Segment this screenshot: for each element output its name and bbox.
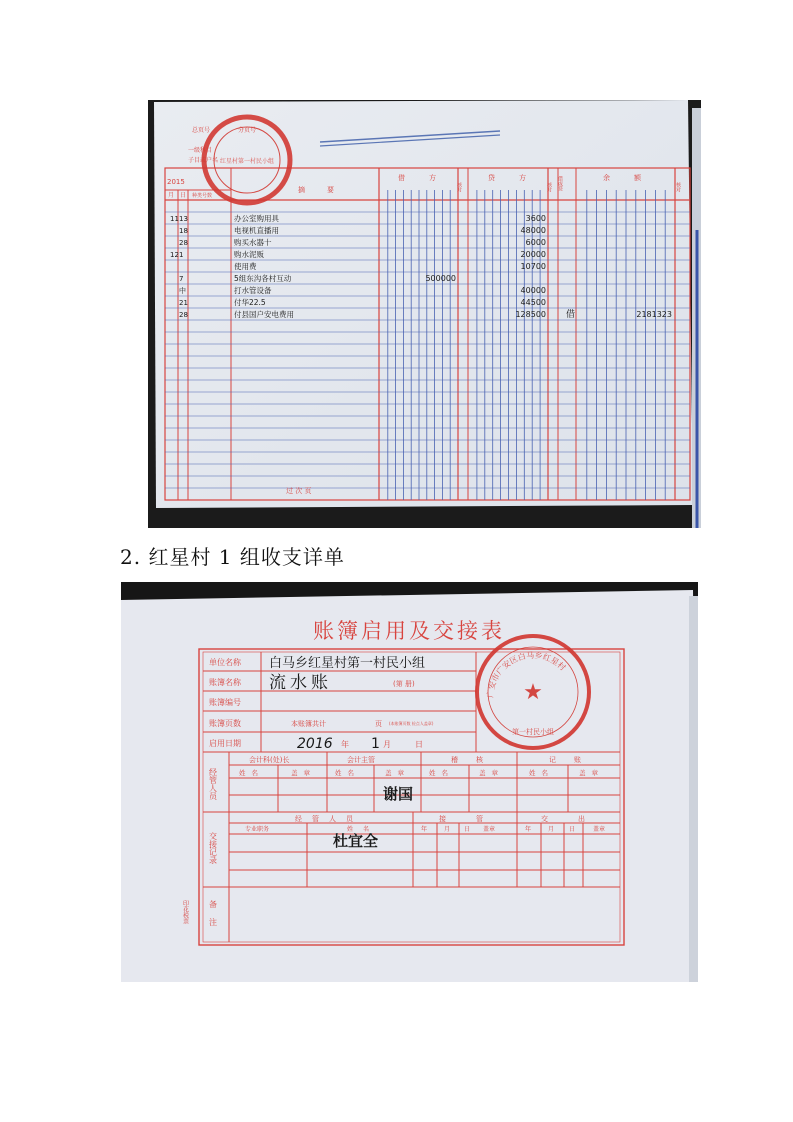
ledger-day: 21 <box>179 299 188 307</box>
hand-takeover: 接管 <box>439 815 513 823</box>
ledger-day: 28 <box>179 311 188 319</box>
handover-signature: 杜宜全 <box>333 832 379 850</box>
book-suffix: (第 册) <box>393 680 415 688</box>
sub-year-1: 年 <box>421 826 428 833</box>
sub-name: 姓名 <box>239 769 264 777</box>
ledger-month: 11 <box>170 215 179 223</box>
col-chief: 会计科(处)长 <box>249 756 290 764</box>
ledger-credit: 10700 <box>520 262 546 271</box>
label-date: 启用日期 <box>209 739 241 748</box>
label-remarks: 备注 <box>208 900 218 936</box>
label-unit: 单位名称 <box>209 658 241 667</box>
value-year: 2016 <box>297 736 333 752</box>
ledger-month: 12 <box>170 251 179 259</box>
pages-unit: 页 <box>375 720 382 728</box>
sub-seal: 盖章 <box>291 769 316 777</box>
sub-month-1: 月 <box>444 826 451 833</box>
ledger-col-check2: 核对 <box>546 182 552 192</box>
pages-text: 本账簿共计 <box>291 720 326 728</box>
value-unit: 白马乡红星村第一村民小组 <box>269 656 426 671</box>
ledger-footer: 过 次 页 <box>286 487 312 495</box>
col-review: 稽核 <box>451 756 501 764</box>
ledger-sheet <box>148 100 701 528</box>
ledger-credit: 3600 <box>525 214 546 223</box>
ledger-col-summary: 摘要 <box>298 186 356 194</box>
sub-year-2: 年 <box>525 826 532 833</box>
label-managers: 经管人员 <box>208 768 218 800</box>
ledger-credit: 44500 <box>520 298 546 307</box>
ledger-credit: 128500 <box>515 310 546 319</box>
ledger-credit: 40000 <box>520 286 546 295</box>
sub-seal-2: 盖章 <box>593 826 606 833</box>
handover-form <box>121 582 698 982</box>
col-supervisor: 会计主管 <box>347 756 375 764</box>
ledger-summary: 打水管设备 <box>234 286 272 295</box>
ledger-col-check1: 核对 <box>456 182 462 192</box>
ledger-summary: 付华22.5 <box>234 298 266 307</box>
ledger-credit: 20000 <box>520 250 546 259</box>
ledger-day: 13 <box>179 215 188 223</box>
sub-seal: 盖章 <box>579 769 604 777</box>
form-seal-subtext: 第一村民小组 <box>512 728 554 736</box>
ledger-credit: 48000 <box>520 226 546 235</box>
ledger-header-subaccount: 子目或户名 <box>188 157 219 164</box>
sub-seal-1: 盖章 <box>483 826 496 833</box>
ledger-balance: 2181323 <box>636 310 672 319</box>
ledger-col-credit: 贷方 <box>488 174 550 182</box>
hand-staff: 经管人员 <box>295 815 363 823</box>
seal-star-icon: ★ <box>523 680 543 705</box>
pages-note: (本账簿页数 检点人盖章) <box>389 721 434 726</box>
handover-form-photo <box>121 582 698 982</box>
label-number: 账簿编号 <box>209 698 241 707</box>
hand-transfer: 交出 <box>541 815 615 823</box>
form-title: 账簿启用及交接表 <box>313 619 505 643</box>
ledger-seal-text: 红星村第一村民小组 <box>219 158 275 165</box>
sub-name: 姓名 <box>429 769 454 777</box>
sub-name2: 姓名 <box>347 826 380 833</box>
sub-day-2: 日 <box>569 826 576 833</box>
ledger-col-balance: 余额 <box>603 174 665 182</box>
ledger-debit: 500000 <box>425 274 456 283</box>
ledger-summary: 使用费 <box>234 262 257 271</box>
sub-seal: 盖章 <box>479 769 504 777</box>
form-seal-text: 广安市广安区白马乡红星村 <box>485 650 568 699</box>
section-caption: 2. 红星村 1 组收支详单 <box>120 545 345 569</box>
ledger-day: 28 <box>179 239 188 247</box>
ledger-header-sub: 分页号 <box>238 127 257 134</box>
ledger-col-day: 日 <box>180 192 187 199</box>
ledger-day: 18 <box>179 227 188 235</box>
sub-position: 专业职务 <box>245 826 270 833</box>
ledger-col-check3: 核对 <box>675 182 681 192</box>
label-year: 年 <box>341 740 349 749</box>
sub-name: 姓名 <box>335 769 360 777</box>
ledger-header-account: 一级科目 <box>188 147 213 154</box>
ledger-summary: 5组东沟各村互动 <box>234 274 292 283</box>
ledger-day: 7 <box>179 275 184 283</box>
sub-seal: 盖章 <box>385 769 410 777</box>
ledger-summary: 电视机直播用 <box>234 226 279 235</box>
label-book: 账簿名称 <box>209 678 241 687</box>
label-day: 日 <box>415 740 423 749</box>
label-pages: 账簿页数 <box>209 719 241 728</box>
ledger-year: 2015 <box>167 178 185 186</box>
value-book: 流水账 <box>269 673 332 693</box>
ledger-col-debit: 借方 <box>398 174 460 182</box>
value-month: 1 <box>371 736 380 752</box>
side-mark: 印花税票 <box>181 900 189 924</box>
sub-day-1: 日 <box>464 826 471 833</box>
label-month: 月 <box>383 740 391 749</box>
sub-name: 姓名 <box>529 769 554 777</box>
ledger-col-month: 月 <box>168 192 175 199</box>
ledger-summary: 购买水器十 <box>234 238 272 247</box>
ledger-photo <box>148 100 701 528</box>
label-handover: 交接记录 <box>208 832 218 864</box>
col-record: 记账 <box>549 756 599 764</box>
ledger-dc: 借 <box>566 310 576 320</box>
ledger-summary: 办公室购用具 <box>234 214 279 223</box>
ledger-col-voucher: 种类号数 <box>192 193 213 199</box>
ledger-day: 中 <box>179 287 186 295</box>
ledger-header-total: 总页号 <box>192 127 211 134</box>
sub-month-2: 月 <box>548 826 555 833</box>
manager-signature: 谢国 <box>383 785 414 803</box>
ledger-day: 1 <box>179 251 184 259</box>
ledger-summary: 付县国户安电费用 <box>234 310 294 319</box>
ledger-credit: 6000 <box>525 238 546 247</box>
ledger-summary: 购水泥贩 <box>234 250 264 259</box>
ledger-col-dc: 借或贷 <box>557 176 563 191</box>
